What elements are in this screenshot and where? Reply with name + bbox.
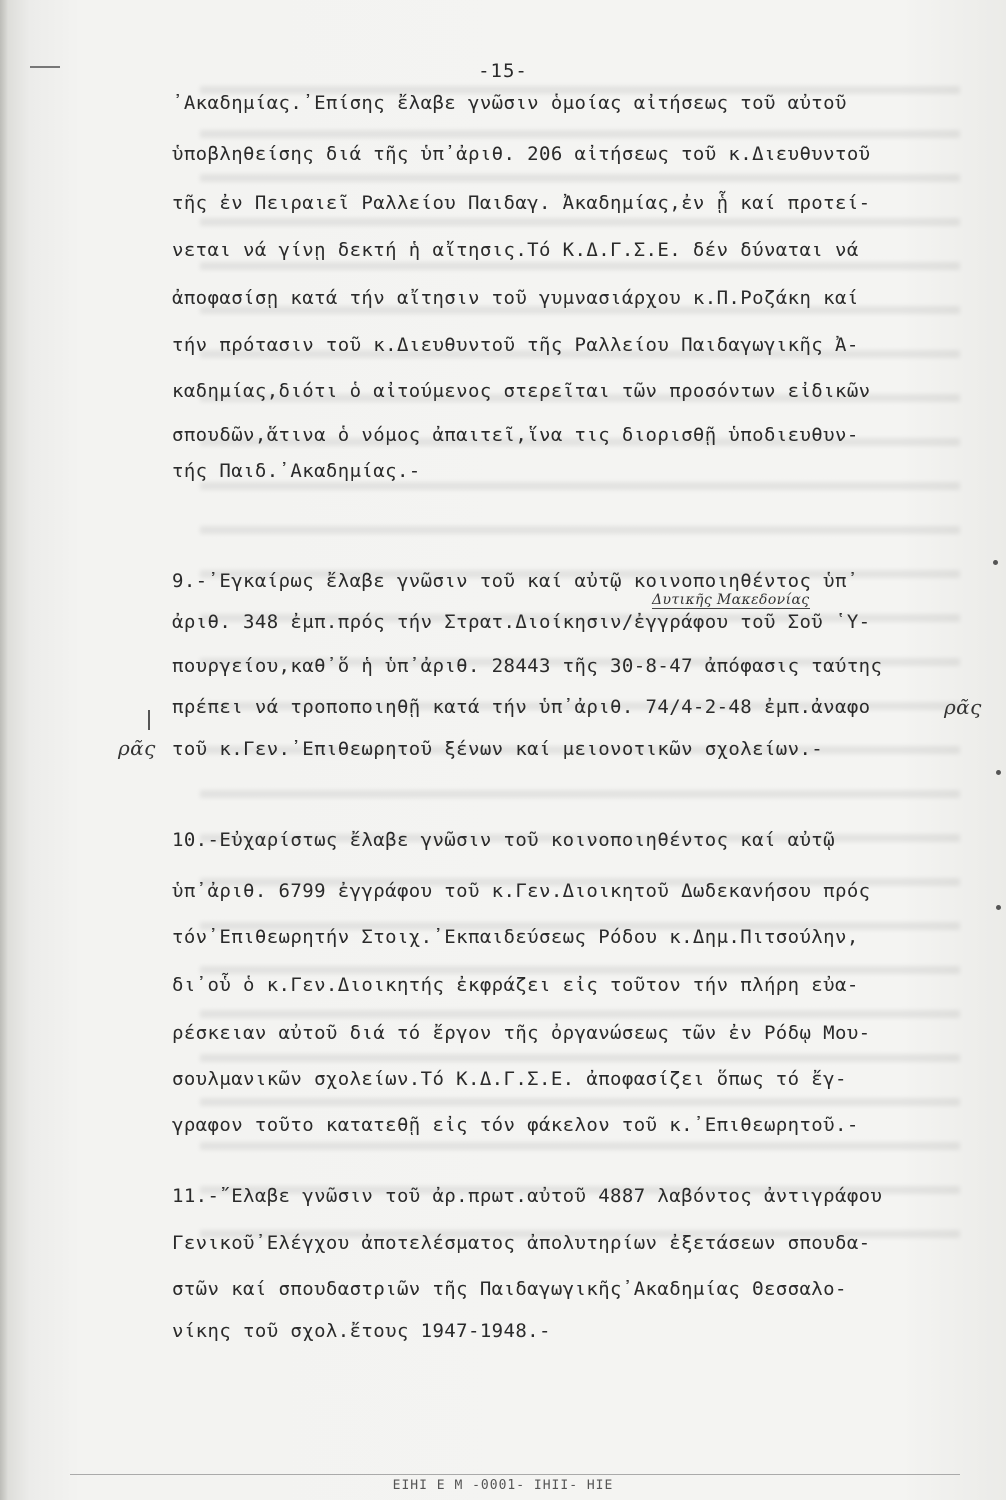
text-line: τήν πρότασιν τοῦ κ.Διευθυντοῦ τῆς Ραλλείου Παιδαγωγικῆς Ἀ- — [172, 334, 859, 356]
margin-tick — [148, 710, 150, 730]
text-line: δι᾿οὗ ὁ κ.Γεν.Διοικητής ἐκφράζει εἰς τοῦτον τήν πλήρη εὐα- — [172, 974, 859, 996]
text-line: σπουδῶν,ἅτινα ὁ νόμος ἀπαιτεῖ,ἵνα τις διορισθῇ ὑποδιευθυν- — [172, 424, 859, 446]
text-line: ὑπ᾿ἀριθ. 6799 ἐγγράφου τοῦ κ.Γεν.Διοικητοῦ Δωδεκανήσου πρός — [172, 880, 871, 902]
text-line: σουλμανικῶν σχολείων.Τό Κ.Δ.Γ.Σ.Ε. ἀποφασίζει ὅπως τό ἔγ- — [172, 1068, 847, 1090]
text-line: πουργείου,καθ᾿ὅ ἡ ὑπ᾿ἀριθ. 28443 τῆς 30-8-47 ἀπόφασις ταύτης — [172, 655, 883, 677]
text-line: πρέπει νά τροποποιηθῇ κατά τήν ὑπ᾿ἀριθ. 74/4-2-48 ἐμπ.ἀναφο — [172, 696, 871, 718]
scan-speck — [993, 560, 998, 565]
handwritten-margin-note-left: ρᾶς — [118, 736, 156, 760]
handwritten-interline-note: Δυτικῆς Μακεδονίας — [652, 592, 810, 608]
scan-edge-shadow — [0, 0, 8, 1500]
handwritten-margin-note-right: ρᾶς — [944, 695, 982, 719]
text-line: ἀριθ. 348 ἐμπ.πρός τήν Στρατ.Διοίκησιν/ἐγγράφου τοῦ Σοῦ ῾Υ- — [172, 611, 871, 633]
text-line: Γενικοῦ᾿Ελέγχου ἀποτελέσματος ἀπολυτηρίων ἐξετάσεων σπουδα- — [172, 1232, 871, 1254]
text-line: στῶν καί σπουδαστριῶν τῆς Παιδαγωγικῆς᾿Ακαδημίας Θεσσαλο- — [172, 1278, 847, 1300]
text-line: τόν᾿Επιθεωρητήν Στοιχ.᾿Εκπαιδεύσεως Ρόδου κ.Δημ.Πιτσούλην, — [172, 926, 859, 948]
text-line: γραφον τοῦτο κατατεθῇ εἰς τόν φάκελον τοῦ κ.᾿Επιθεωρητοῦ.- — [172, 1114, 859, 1136]
scan-speck — [996, 905, 1001, 910]
page-number: -15- — [478, 60, 528, 82]
text-line: νεται νά γίνῃ δεκτή ἡ αἴτησις.Τό Κ.Δ.Γ.Σ.Ε. δέν δύναται νά — [172, 239, 859, 261]
scan-speck — [996, 770, 1001, 775]
text-line: τής Παιδ.᾿Ακαδημίας.- — [172, 460, 421, 482]
text-line: ἀποφασίσῃ κατά τήν αἴτησιν τοῦ γυμνασιάρχου κ.Π.Ροζάκη καί — [172, 287, 859, 309]
print-footer: ΕΙΗΙ Ε Μ -0001- ΙΗΙΙ- ΗΙΕ — [392, 1478, 614, 1493]
text-line: 10.-Εὐχαρίστως ἔλαβε γνῶσιν τοῦ κοινοποιηθέντος καί αὐτῷ — [172, 829, 835, 851]
bottom-rule — [70, 1474, 960, 1475]
text-line: ρέσκειαν αὐτοῦ διά τό ἔργον τῆς ὀργανώσεως τῶν ἐν Ρόδῳ Μου- — [172, 1022, 871, 1044]
text-line: τοῦ κ.Γεν.᾿Επιθεωρητοῦ ξένων καί μειονοτικῶν σχολείων.- — [172, 738, 824, 760]
text-line: 9.-᾿Εγκαίρως ἔλαβε γνῶσιν τοῦ καί αὐτῷ κοινοποιηθέντος ὑπ᾿ — [172, 570, 859, 592]
text-line: νίκης τοῦ σχολ.ἔτους 1947-1948.- — [172, 1320, 551, 1342]
text-line: ὑποβληθείσης διά τῆς ὑπ᾿ἀριθ. 206 αἰτήσεως τοῦ κ.Διευθυντοῦ — [172, 143, 871, 165]
text-line: 11.-῎Ελαβε γνῶσιν τοῦ ἀρ.πρωτ.αὐτοῦ 4887 λαβόντος ἀντιγράφου — [172, 1185, 883, 1207]
text-line: ᾿Ακαδημίας.᾿Επίσης ἔλαβε γνῶσιν ὁμοίας αἰτήσεως τοῦ αὐτοῦ — [172, 92, 847, 114]
text-line: καδημίας,διότι ὁ αἰτούμενος στερεῖται τῶν προσόντων εἰδικῶν — [172, 380, 871, 402]
text-line: τῆς ἐν Πειραιεῖ Ραλλείου Παιδαγ. Ἀκαδημίας,ἐν ᾗ καί προτεί- — [172, 192, 871, 214]
